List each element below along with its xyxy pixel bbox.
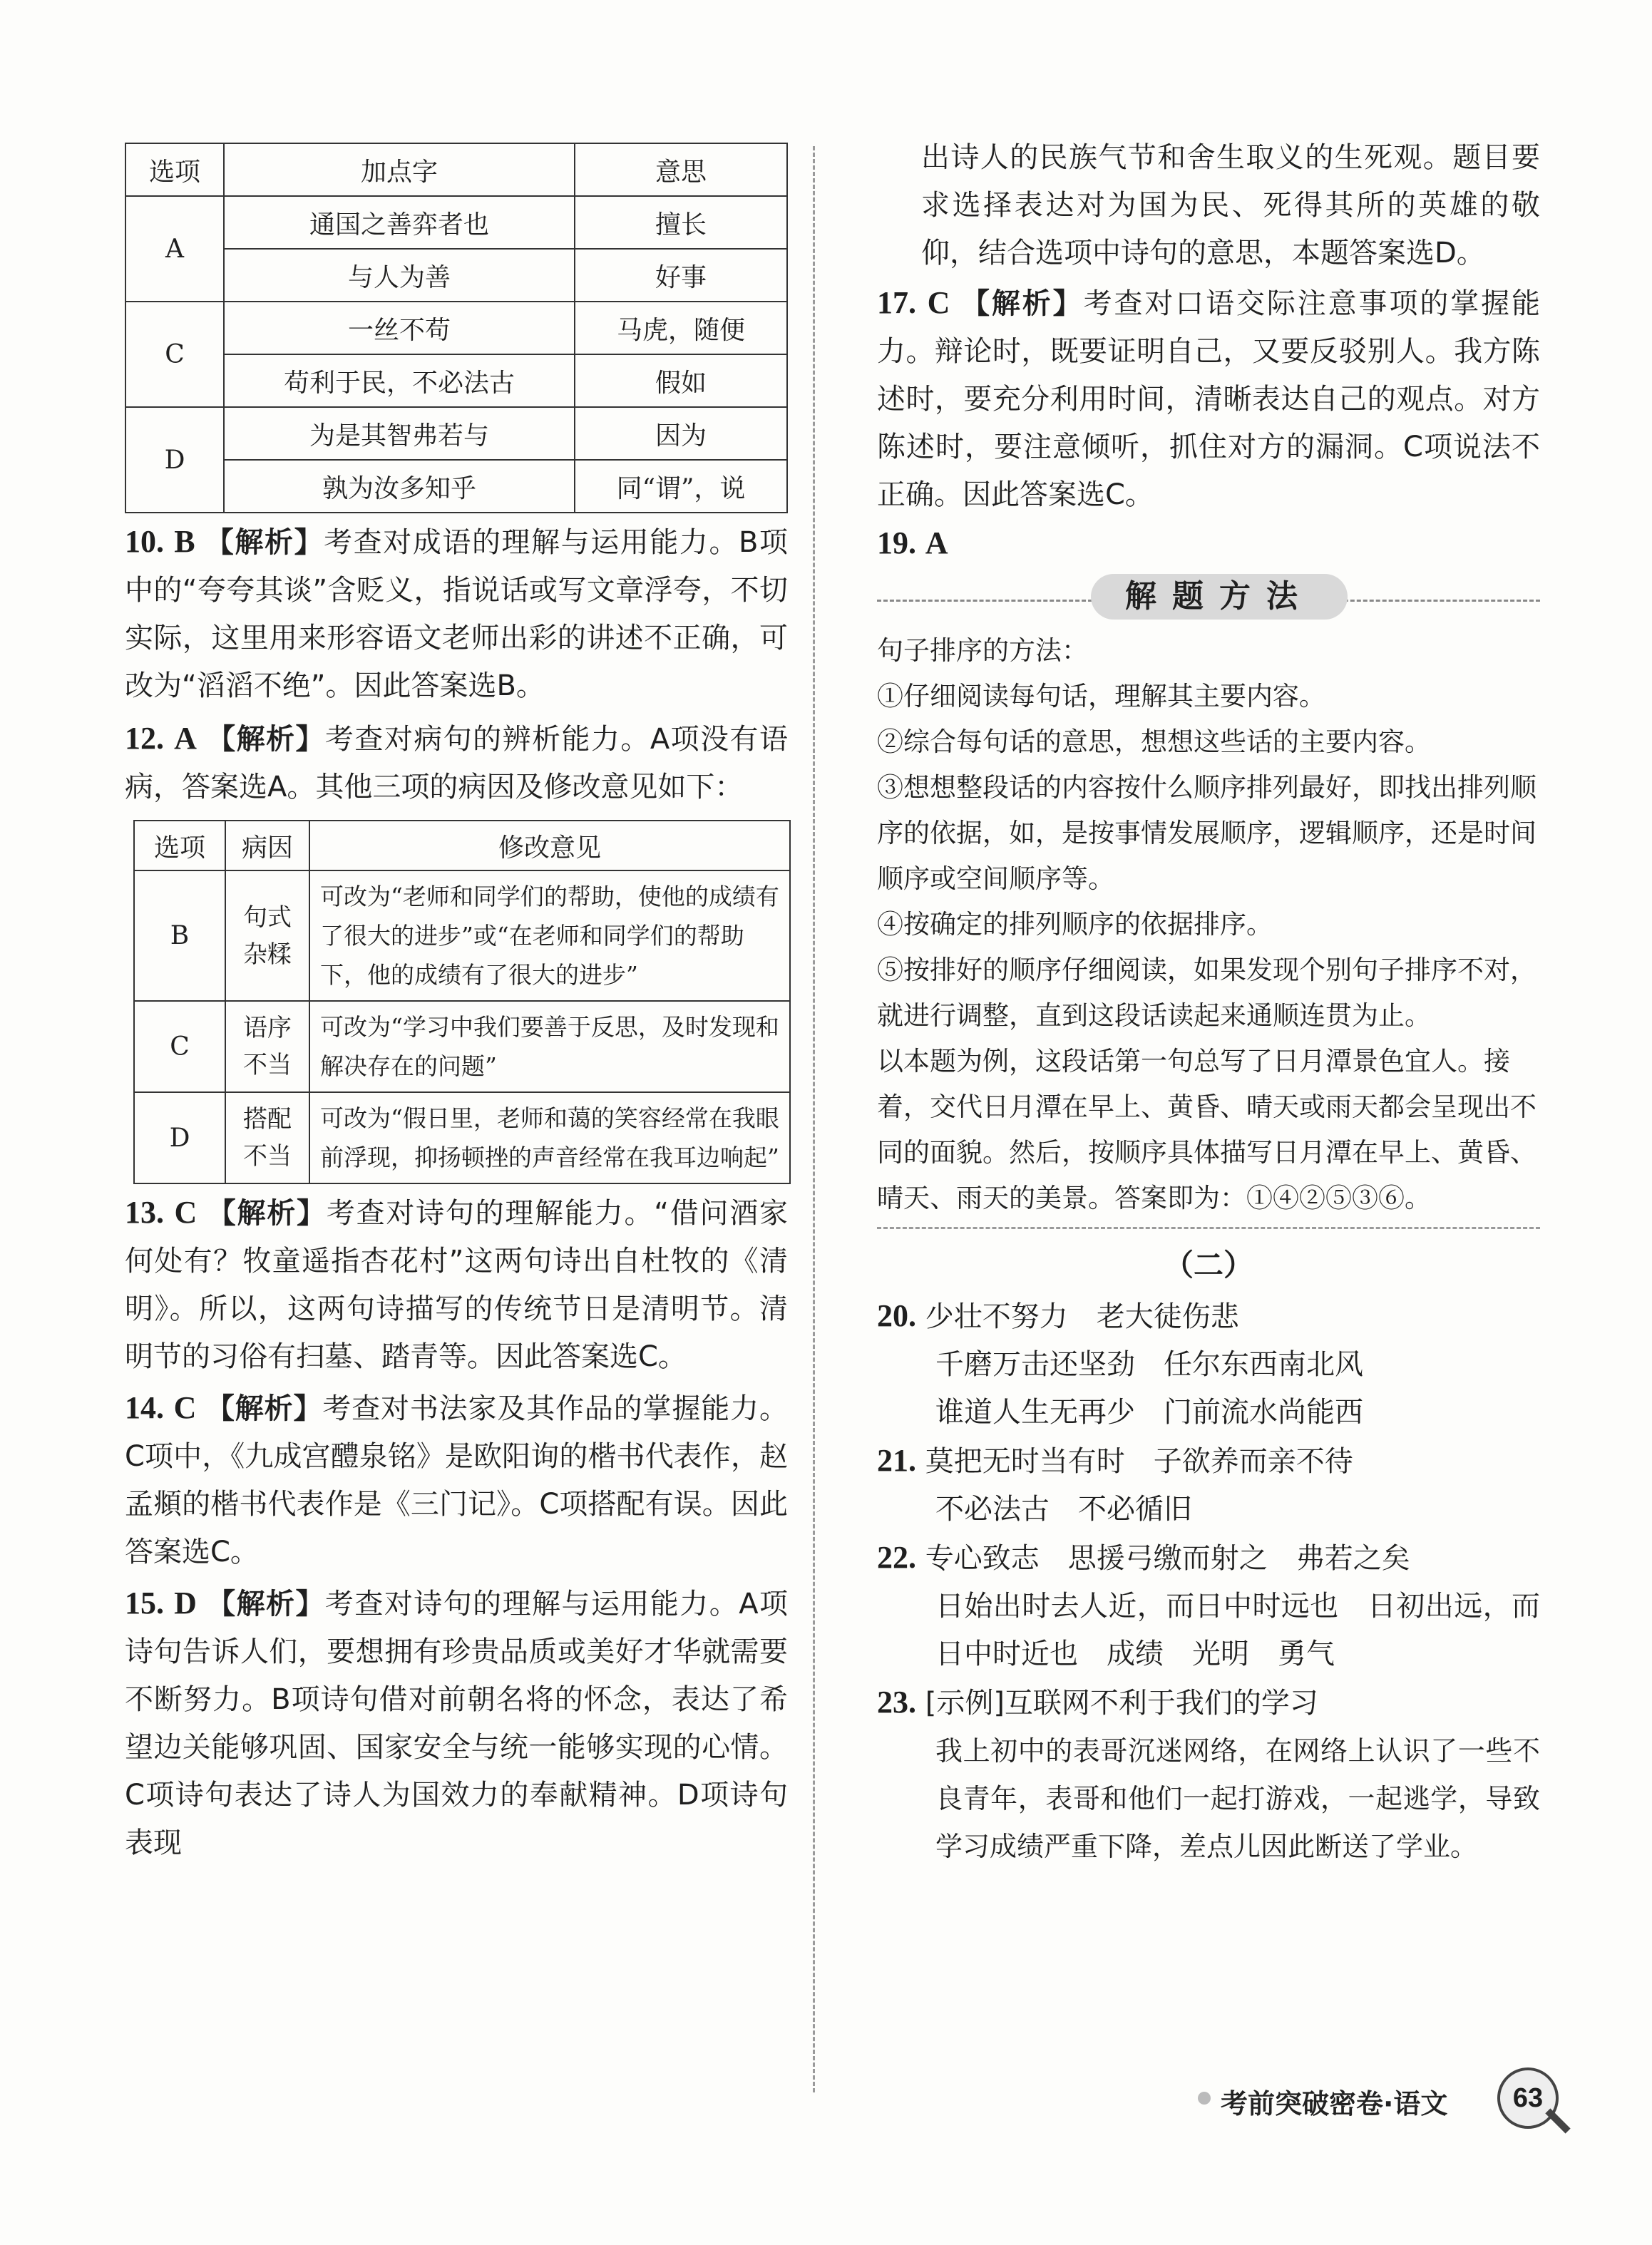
method-line: 以本题为例，这段话第一句总写了日月潭景色宜人。接着，交代日月潭在早上、黄昏、晴天或雨天都会呈现出不同的面貌。然后，按顺序具体描写日月潭在早上、黄昏、晴天、雨天的美景。答案即为：①④②⑤③⑥。 xyxy=(877,1046,1536,1213)
meaning-cell: 同“谓”，说 xyxy=(575,460,787,513)
section-title: （二） xyxy=(1163,1248,1253,1283)
analysis-tag: 【解析】 xyxy=(961,287,1084,320)
item-line: 少壮不努力 老大徒伤悲 xyxy=(925,1300,1239,1333)
fix-cell: 可改为“学习中我们要善于反思，及时发现和解决存在的问题” xyxy=(309,1001,790,1092)
method-line: ③想想整段话的内容按什么顺序排列最好，即找出排列顺序的依据，如，是按事情发展顺序，逻辑顺序，还是时间顺序或空间顺序等。 xyxy=(877,772,1536,894)
table-header: 选项 xyxy=(134,821,225,870)
item-line: 专心致志 思援弓缴而射之 弗若之矣 xyxy=(925,1542,1410,1575)
fix-cell: 可改为“假日里，老师和蔼的笑容经常在我眼前浮现，抑扬顿挫的声音经常在我耳边响起” xyxy=(309,1092,790,1183)
item-answer: A xyxy=(925,525,948,560)
table-header: 意思 xyxy=(575,143,787,196)
item-number: 20. xyxy=(877,1298,916,1333)
item-line: 我上初中的表哥沉迷网络，在网络上认识了一些不良青年，表哥和他们一起打游戏，一起逃学，导致学习成绩严重下降，差点儿因此断送了学业。 xyxy=(935,1735,1540,1862)
item-number: 19. xyxy=(877,525,916,560)
method-line: ②综合每句话的意思，想想这些话的主要内容。 xyxy=(877,726,1431,757)
answer-item-23 xyxy=(877,1678,1540,1871)
option-cell: D xyxy=(134,1092,225,1183)
fix-cell: 可改为“老师和同学们的帮助，使他的成绩有了很大的进步”或“在老师和同学们的帮助下，他的成绩有了很大的进步” xyxy=(309,870,790,1001)
word-cell: 孰为汝多知乎 xyxy=(224,460,575,513)
answer-item-22 xyxy=(877,1534,1540,1678)
word-cell: 一丝不苟 xyxy=(224,302,575,354)
meaning-cell: 因为 xyxy=(575,407,787,460)
answer-item-12 xyxy=(125,714,788,811)
analysis-tag: 【解析】 xyxy=(205,526,324,559)
item-number: 13. xyxy=(125,1195,164,1230)
item-number: 23. xyxy=(877,1685,916,1720)
table-header: 病因 xyxy=(225,821,309,870)
answer-item-21 xyxy=(877,1437,1540,1534)
analysis-tag: 【解析】 xyxy=(207,1197,327,1230)
method-line: ⑤按排好的顺序仔细阅读，如果发现个别句子排序不对，就进行调整，直到这段话读起来通顺连贯为止。 xyxy=(877,955,1536,1031)
answer-item-14 xyxy=(125,1384,788,1576)
cause-cell: 句式杂糅 xyxy=(225,870,309,1001)
cause-cell: 搭配不当 xyxy=(225,1092,309,1183)
item-number: 17. xyxy=(877,285,916,320)
page-footer xyxy=(1198,2067,1569,2132)
method-title: 解题方法 xyxy=(1091,574,1348,620)
item-answer: D xyxy=(174,1586,197,1620)
item-text: 考查对书法家及其作品的掌握能力。C项中，《九成宫醴泉铭》是欧阳询的楷书代表作，赵孟頫的楷书代表作是《三门记》。C项搭配有误。因此答案选C。 xyxy=(125,1392,788,1568)
word-cell: 苟利于民，不必法古 xyxy=(224,354,575,407)
item-number: 21. xyxy=(877,1443,916,1478)
method-header xyxy=(877,574,1540,624)
answer-item-15 xyxy=(125,1579,788,1867)
item-text: 考查对成语的理解与运用能力。B项中的“夸夸其谈”含贬义，指说话或写文章浮夸，不切实际，这里用来形容语文老师出彩的讲述不正确，可改为“滔滔不绝”。因此答案选B。 xyxy=(125,526,789,702)
item-line: [示例]互联网不利于我们的学习 xyxy=(925,1687,1318,1720)
item-number: 14. xyxy=(125,1390,164,1425)
item-number: 15. xyxy=(125,1586,164,1620)
item-line: 不必法古 不必循旧 xyxy=(935,1493,1192,1526)
item-answer: C xyxy=(927,285,950,320)
answer-item-20 xyxy=(877,1292,1540,1437)
item-line: 千磨万击还坚劲 任尔东西南北风 xyxy=(935,1348,1363,1381)
item-line: 莫把无时当有时 子欲养而亲不待 xyxy=(925,1445,1353,1478)
answer-item-10 xyxy=(125,518,788,710)
option-cell: B xyxy=(134,870,225,1001)
analysis-tag: 【解析】 xyxy=(207,1588,325,1620)
item-answer: A xyxy=(174,721,197,756)
word-meaning-table xyxy=(125,143,788,513)
analysis-tag: 【解析】 xyxy=(207,723,325,756)
word-cell: 与人为善 xyxy=(224,249,575,302)
bullet-icon xyxy=(1198,2092,1211,2105)
table-header: 加点字 xyxy=(224,143,575,196)
answer-item-13 xyxy=(125,1188,788,1381)
item-answer: C xyxy=(173,1390,197,1425)
item-text: 考查对诗句的理解能力。“借问酒家何处有？牧童遥指杏花村”这两句诗出自杜牧的《清明》。所以，这两句诗描写的传统节日是清明节。清明节的习俗有扫墓、踏青等。因此答案选C。 xyxy=(125,1197,788,1373)
meaning-cell: 擅长 xyxy=(575,196,787,249)
item-answer: C xyxy=(174,1195,197,1230)
meaning-cell: 好事 xyxy=(575,249,787,302)
item-15-continuation: 出诗人的民族气节和舍生取义的生死观。题目要求选择表达对为国为民、死得其所的英雄的敬仰，结合选项中诗句的意思，本题答案选D。 xyxy=(921,141,1540,269)
word-cell: 为是其智弗若与 xyxy=(224,407,575,460)
option-cell: A xyxy=(125,196,224,302)
item-number: 10. xyxy=(125,524,164,559)
item-line: 日始出时去人近，而日中时远也 日初出远，而日中时近也 成绩 光明 勇气 xyxy=(935,1590,1540,1670)
item-text: 考查对诗句的理解与运用能力。A项诗句告诉人们，要想拥有珍贵品质或美好才华就需要不断努力。B项诗句借对前朝名将的怀念，表达了希望边关能够巩固、国家安全与统一能够实现的心情。C项诗句表达了诗人为国效力的奉献精神。D项诗句表现 xyxy=(125,1588,789,1859)
left-column xyxy=(125,143,788,1867)
item-answer: B xyxy=(174,524,195,559)
analysis-tag: 【解析】 xyxy=(205,1392,323,1425)
item-number: 22. xyxy=(877,1540,916,1575)
option-cell: C xyxy=(125,302,224,407)
option-cell: D xyxy=(125,407,224,513)
meaning-cell: 马虎，随便 xyxy=(575,302,787,354)
method-line: ①仔细阅读每句话，理解其主要内容。 xyxy=(877,681,1325,711)
item-line: 谁道人生无再少 门前流水尚能西 xyxy=(935,1396,1363,1429)
dashed-rule xyxy=(877,1227,1540,1229)
right-column xyxy=(877,134,1540,1871)
item-number: 12. xyxy=(125,721,164,756)
table-header: 修改意见 xyxy=(309,821,790,870)
column-divider xyxy=(813,146,815,2092)
option-cell: C xyxy=(134,1001,225,1092)
item-text: 考查对口语交际注意事项的掌握能力。辩论时，既要证明自己，又要反驳别人。我方陈述时，要充分利用时间，清晰表达自己的观点。对方陈述时，要注意倾听，抓住对方的漏洞。C项说法不正确。因此答案选C。 xyxy=(877,287,1541,511)
method-line: 句子排序的方法： xyxy=(877,635,1088,666)
table-header: 选项 xyxy=(125,143,224,196)
item-text: 考查对病句的辨析能力。A项没有语病，答案选A。其他三项的病因及修改意见如下： xyxy=(125,723,789,803)
cause-cell: 语序不当 xyxy=(225,1001,309,1092)
method-line: ④按确定的排列顺序的依据排序。 xyxy=(877,909,1273,940)
sentence-error-table xyxy=(133,820,791,1184)
method-box xyxy=(877,628,1540,1221)
word-cell: 通国之善弈者也 xyxy=(224,196,575,249)
meaning-cell: 假如 xyxy=(575,354,787,407)
answer-item-17 xyxy=(877,279,1540,519)
answer-item-19 xyxy=(877,519,1540,568)
book-title: 考前突破密卷·语文 xyxy=(1221,2088,1448,2120)
page-number: 63 xyxy=(1497,2067,1559,2129)
magnifier-icon xyxy=(1545,2108,1570,2133)
